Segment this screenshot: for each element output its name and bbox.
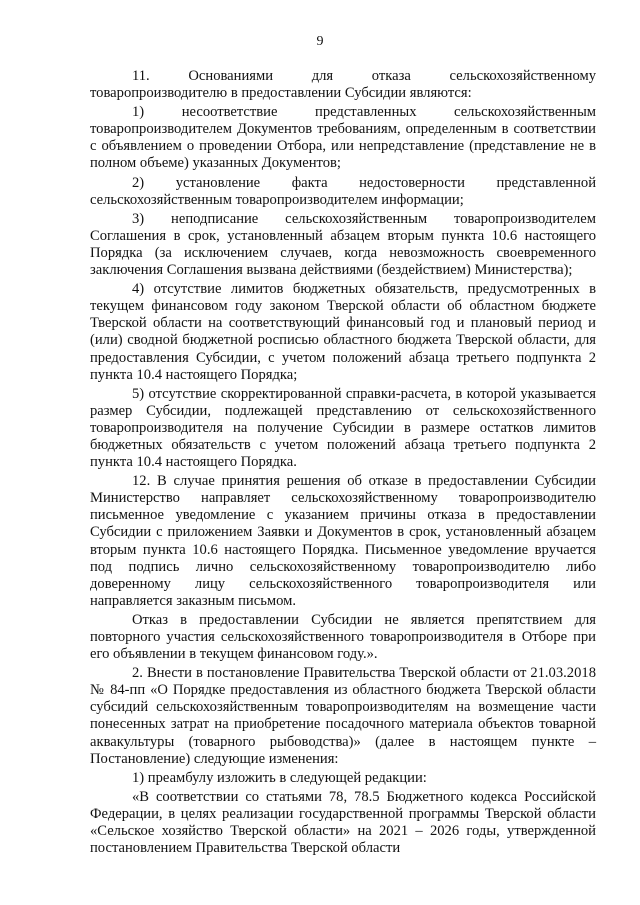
paragraph-preamble-text: «В соответствии со статьями 78, 78.5 Бюджетного кодекса Российской Федерации, в целях реализации государственной программы Тверской области «Сельское хозяйство Тверской области» на 2021 – 2026 годы, утвержденной постановлением Правительства Тверской области: [90, 788, 596, 857]
document-body: [90, 68, 596, 857]
paragraph-11-item-4: 4) отсутствие лимитов бюджетных обязательств, предусмотренных в текущем финансовом году законом Тверской области об областном бюджете Тверской области на соответствующий финансовый год и плановый период и (или) сводной бюджетной росписью областного бюджета Тверской области, для предоставления Субсидии, с учетом положений абзаца третьего подпункта 2 пункта 10.4 настоящего Порядка;: [90, 281, 596, 383]
paragraph-2-amend-resolution: 2. Внести в постановление Правительства Тверской области от 21.03.2018 № 84-пп «О Порядке предоставления из областного бюджета Тверской области субсидий сельскохозяйственным товаропроизводителям на возмещение части понесенных затрат на приобретение посадочного материала объектов товарной аквакультуры (товарного рыбоводства)» (далее в настоящем пункте – Постановление) следующие изменения:: [90, 665, 596, 767]
paragraph-11-item-5: 5) отсутствие скорректированной справки-расчета, в которой указывается размер Субсидии, подлежащей представлению от сельскохозяйственного товаропроизводителя на получение Субсидии в размере остатков лимитов бюджетных обязательств с учетом положений абзаца третьего подпункта 2 пункта 10.4 настоящего Порядка.: [90, 385, 596, 471]
paragraph-11-grounds-for-refusal: 11. Основаниями для отказа сельскохозяйственному товаропроизводителю в предоставлении Субсидии являются:: [90, 68, 596, 102]
paragraph-11-item-3: 3) неподписание сельскохозяйственным товаропроизводителем Соглашения в срок, установленный абзацем вторым пункта 10.6 настоящего Порядка (за исключением случаев, когда невозможность своевременного заключения Соглашения вызвана действиями (бездействием) Министерства);: [90, 210, 596, 279]
paragraph-refusal-not-obstacle: Отказ в предоставлении Субсидии не является препятствием для повторного участия сельскохозяйственного товаропроизводителя в Отборе при его объявлении в текущем финансовом году.».: [90, 611, 596, 663]
paragraph-preamble-item-1: 1) преамбулу изложить в следующей редакции:: [132, 769, 427, 786]
page-number: 9: [316, 34, 324, 49]
paragraph-11-item-2: 2) установление факта недостоверности представленной сельскохозяйственным товаропроизводителем информации;: [90, 174, 596, 208]
paragraph-11-item-1: 1) несоответствие представленных сельскохозяйственным товаропроизводителем Документов требованиям, определенным в соответствии с объявлением о проведении Отбора, или непредставление (представление не в полном объеме) указанных Документов;: [90, 104, 596, 172]
paragraph-12-refusal-notice: 12. В случае принятия решения об отказе в предоставлении Субсидии Министерство направляет сельскохозяйственному товаропроизводителю письменное уведомление с указанием причины отказа в предоставлении Субсидии с приложением Заявки и Документов в срок, установленный абзацем вторым пункта 10.6 настоящего Порядка. Письменное уведомление вручается под подпись лично сельскохозяйственному товаропроизводителю либо доверенному лицу сельскохозяйственного товаропроизводителя или направляется заказным письмом.: [90, 473, 596, 609]
